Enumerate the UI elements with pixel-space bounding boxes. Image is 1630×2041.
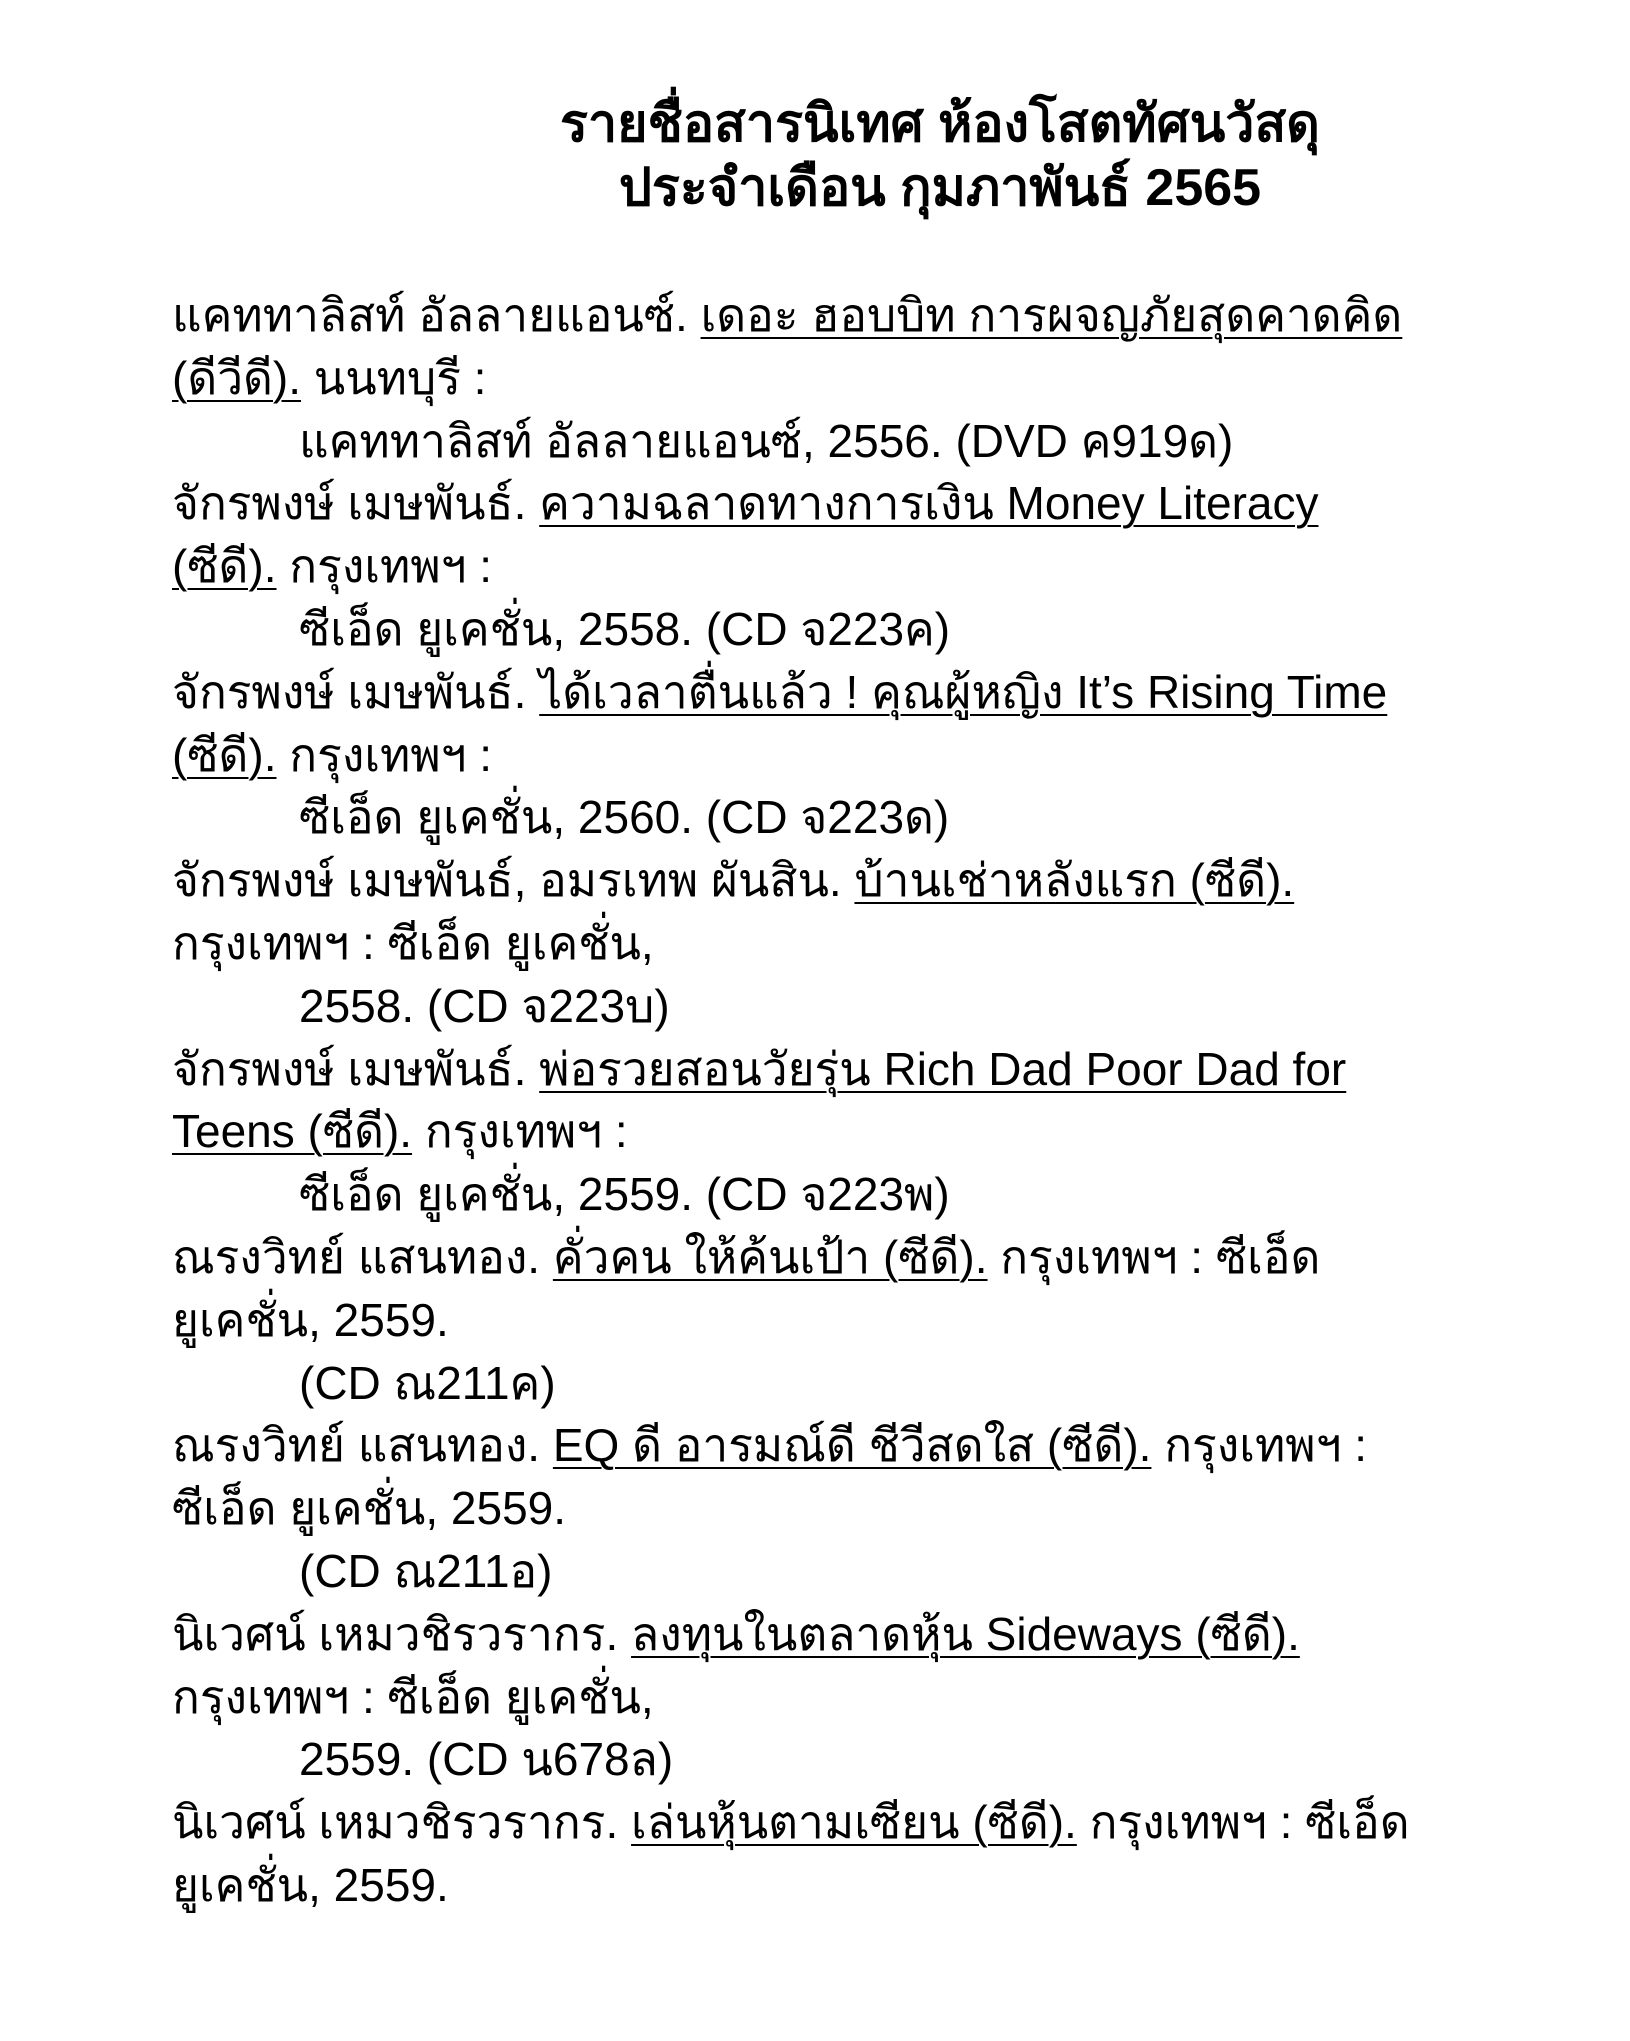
entry-imprint: 2559. (CD น678ล) [299,1733,674,1786]
title-line-2: ประจำเดือน กุมภาพันธ์ 2565 [618,159,1262,217]
entry-imprint: ซีเอ็ด ยูเคชั่น, 2559. (CD จ223พ) [299,1168,950,1221]
entry-author: จักรพงษ์ เมษพันธ์. [172,477,540,530]
bibliography-entry [172,1603,1572,1791]
entry-title: EQ ดี อารมณ์ดี ชีวีสดใส (ซีดี). [552,1419,1152,1472]
bibliography-list [172,284,1572,1917]
entry-imprint: ซีเอ็ด ยูเคชั่น, 2560. (CD จ223ด) [299,791,950,844]
bibliography-entry [172,284,1572,472]
entry-title: เล่นหุ้นตามเซียน (ซีดี). [631,1796,1077,1849]
entry-author: จักรพงษ์ เมษพันธ์. [172,1042,540,1095]
bibliography-entry [172,1226,1572,1414]
entry-title-cont: Teens (ซีดี). [172,1105,413,1158]
bibliography-entry [172,849,1572,1037]
entry-author: แคททาลิสท์ อัลลายแอนซ์. [172,289,701,341]
entry-publication-cont: ยูเคชั่น, 2559. [172,1293,449,1346]
entry-title: พ่อรวยสอนวัยรุ่น Rich Dad Poor Dad for [539,1042,1347,1095]
entry-author: จักรพงษ์ เมษพันธ์, อมรเทพ ผันสิน. [172,854,855,907]
entry-imprint: ซีเอ็ด ยูเคชั่น, 2558. (CD จ223ค) [299,602,951,655]
entry-title: คั่วคน ให้ค้นเป้า (ซีดี). [552,1230,988,1283]
entry-title: ความฉลาดทางการเงิน Money Literacy [539,477,1319,530]
entry-author: นิเวศน์ เหมวชิรวรากร. [172,1796,632,1849]
entry-title: ได้เวลาตื่นแล้ว ! คุณผู้หญิง It’s Rising Time [539,665,1388,718]
entry-author: ณรงวิทย์ แสนทอง. [172,1230,553,1283]
entry-title: เดอะ ฮอบบิท การผจญภัยสุดคาดคิด [700,289,1403,341]
entry-publication: กรุงเทพฯ : [412,1105,628,1158]
entry-publication-cont: ซีเอ็ด ยูเคชั่น, 2559. [172,1482,567,1535]
entry-title-cont: (ดีวีดี). [172,351,301,404]
entry-publication: กรุงเทพฯ : ซีเอ็ด [1076,1796,1410,1849]
entry-imprint: (CD ณ211อ) [299,1544,553,1597]
entry-publication: กรุงเทพฯ : ซีเอ็ด ยูเคชั่น, [172,916,654,969]
entry-imprint: แคททาลิสท์ อัลลายแอนซ์, 2556. (DVD ค919ด) [299,414,1234,467]
bibliography-entry [172,1791,1572,1917]
entry-publication: กรุงเทพฯ : [1151,1419,1367,1472]
entry-publication-cont: ยูเคชั่น, 2559. [172,1858,449,1911]
entry-imprint: (CD ณ211ค) [299,1356,556,1409]
entry-publication: กรุงเทพฯ : [276,728,493,781]
entry-title-cont: (ซีดี). [172,728,277,781]
title-line-1: รายชื่อสารนิเทศ ห้องโสตทัศนวัสดุ [560,95,1320,153]
entry-publication: นนทบุรี : [301,351,487,404]
entry-title: ลงทุนในตลาดหุ้น Sideways (ซีดี). [631,1607,1300,1660]
entry-publication: กรุงเทพฯ : [276,540,493,593]
entry-publication: กรุงเทพฯ : ซีเอ็ด [987,1230,1321,1283]
document-title [0,92,1630,220]
bibliography-entry [172,472,1572,660]
bibliography-entry [172,1038,1572,1226]
bibliography-entry [172,661,1572,849]
entry-author: จักรพงษ์ เมษพันธ์. [172,665,540,718]
entry-title-cont: (ซีดี). [172,540,277,593]
entry-imprint: 2558. (CD จ223บ) [299,979,670,1032]
entry-publication: กรุงเทพฯ : ซีเอ็ด ยูเคชั่น, [172,1670,654,1723]
entry-title: บ้านเช่าหลังแรก (ซีดี). [854,854,1295,907]
bibliography-entry [172,1414,1572,1602]
entry-author: ณรงวิทย์ แสนทอง. [172,1419,553,1472]
entry-author: นิเวศน์ เหมวชิรวรากร. [172,1607,632,1660]
